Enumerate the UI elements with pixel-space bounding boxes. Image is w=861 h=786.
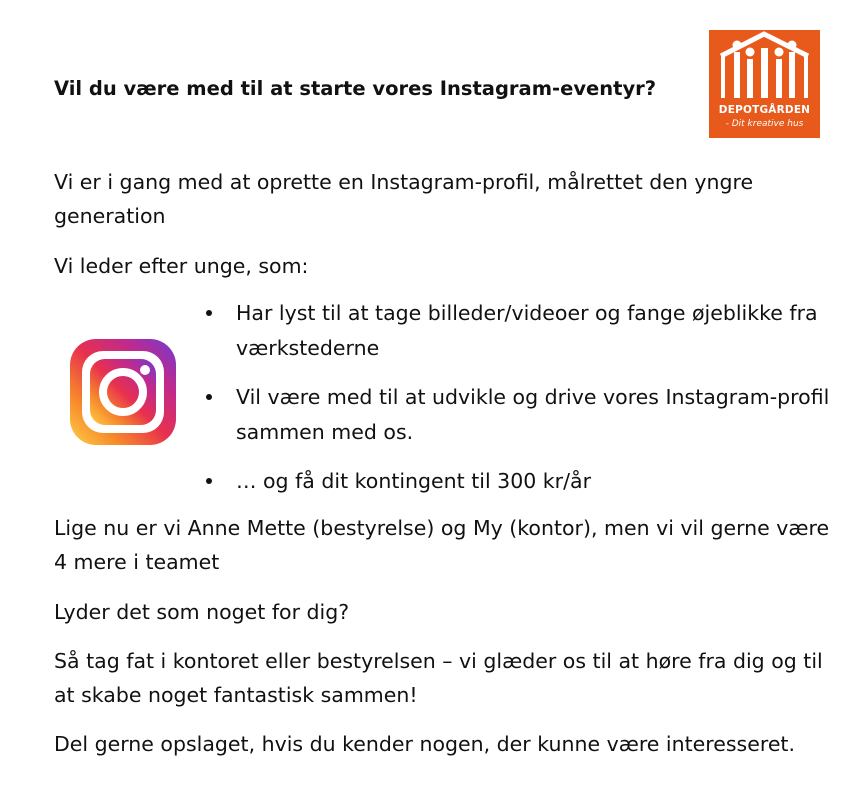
list-item <box>204 296 834 366</box>
list-item-text: Har lyst til at tage billeder/videoer og fange øjeblikke fra værkstederne <box>236 301 818 360</box>
list-item-text: … og få dit kontingent til 300 kr/år <box>236 469 592 493</box>
list-item <box>204 464 834 499</box>
list-item-text: Vil være med til at udvikle og drive vores Instagram-profil sammen med os. <box>236 385 830 444</box>
lead-in-paragraph: Vi leder efter unge, som: <box>54 254 309 278</box>
page-title: Vil du være med til at starte vores Instagram-eventyr? <box>54 77 657 100</box>
depotgaarden-logo <box>709 30 820 138</box>
bullet-dot-icon <box>206 394 212 400</box>
logo-name: DEPOTGÅRDEN <box>718 104 811 116</box>
house-people-icon <box>709 30 820 104</box>
contact-paragraph: Så tag fat i kontoret eller bestyrelsen – vi glæder os til at høre fra dig og til at skabe noget fantastisk sammen! <box>54 649 823 707</box>
question-paragraph: Lyder det som noget for dig? <box>54 600 350 624</box>
bullet-dot-icon <box>206 478 212 484</box>
bullet-dot-icon <box>206 310 212 316</box>
share-paragraph: Del gerne opslaget, hvis du kender nogen, der kunne være interesseret. <box>54 732 795 756</box>
intro-paragraph: Vi er i gang med at oprette en Instagram-profil, målrettet den yngre generation <box>54 170 754 228</box>
logo-tagline: - Dit kreative hus <box>725 119 804 129</box>
instagram-icon <box>70 339 176 445</box>
team-paragraph: Lige nu er vi Anne Mette (bestyrelse) og My (kontor), men vi vil gerne være 4 mere i teamet <box>54 516 830 574</box>
list-item <box>204 380 834 450</box>
requirements-list <box>204 296 834 513</box>
